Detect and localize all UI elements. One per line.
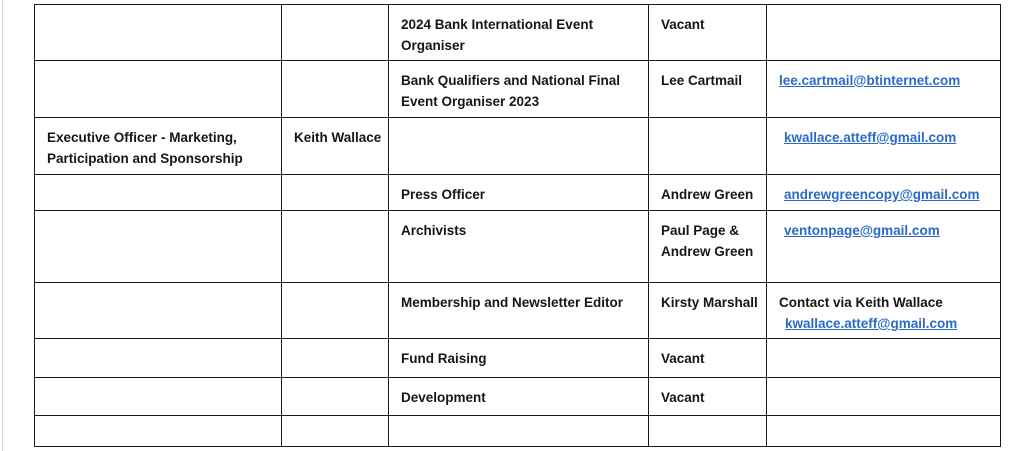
contact-cell bbox=[767, 175, 1001, 211]
person-cell: Vacant bbox=[649, 339, 767, 378]
officer-cell: Keith Wallace bbox=[282, 118, 389, 175]
role-cell bbox=[35, 416, 282, 447]
contact-cell bbox=[767, 416, 1001, 447]
officers-contact-table bbox=[34, 4, 1001, 447]
contact-cell bbox=[767, 211, 1001, 283]
officer-cell bbox=[282, 211, 389, 283]
duty-cell: Bank Qualifiers and National Final Event Organiser 2023 bbox=[389, 61, 649, 118]
table-row bbox=[35, 175, 1001, 211]
role-cell: Executive Officer - Marketing, Participation and Sponsorship bbox=[35, 118, 282, 175]
contact-cell bbox=[767, 378, 1001, 416]
duty-cell: Press Officer bbox=[389, 175, 649, 211]
person-cell bbox=[649, 118, 767, 175]
duty-cell: Archivists bbox=[389, 211, 649, 283]
contact-note: Contact via Keith Wallace bbox=[779, 295, 943, 310]
table-row bbox=[35, 5, 1001, 61]
person-cell: Vacant bbox=[649, 378, 767, 416]
duty-cell: Membership and Newsletter Editor bbox=[389, 283, 649, 339]
person-cell: Paul Page & Andrew Green bbox=[649, 211, 767, 283]
role-cell bbox=[35, 211, 282, 283]
table-row bbox=[35, 339, 1001, 378]
contact-cell bbox=[767, 283, 1001, 339]
table-row bbox=[35, 378, 1001, 416]
role-cell bbox=[35, 5, 282, 61]
role-cell bbox=[35, 339, 282, 378]
person-cell bbox=[649, 416, 767, 447]
table-row bbox=[35, 61, 1001, 118]
table-row bbox=[35, 118, 1001, 175]
duty-cell bbox=[389, 118, 649, 175]
contact-cell bbox=[767, 339, 1001, 378]
email-link[interactable]: andrewgreencopy@gmail.com bbox=[784, 187, 980, 202]
contact-cell bbox=[767, 61, 1001, 118]
duty-cell: 2024 Bank International Event Organiser bbox=[389, 5, 649, 61]
page-edge-line bbox=[2, 0, 3, 451]
table-row bbox=[35, 283, 1001, 339]
email-link[interactable]: ventonpage@gmail.com bbox=[784, 223, 940, 238]
person-cell: Lee Cartmail bbox=[649, 61, 767, 118]
table-row bbox=[35, 416, 1001, 447]
person-cell: Kirsty Marshall bbox=[649, 283, 767, 339]
duty-cell bbox=[389, 416, 649, 447]
officer-cell bbox=[282, 283, 389, 339]
officer-cell bbox=[282, 339, 389, 378]
person-cell: Vacant bbox=[649, 5, 767, 61]
email-link[interactable]: kwallace.atteff@gmail.com bbox=[784, 130, 957, 145]
officer-cell bbox=[282, 175, 389, 211]
email-link[interactable]: kwallace.atteff@gmail.com bbox=[785, 316, 958, 331]
officer-cell bbox=[282, 5, 389, 61]
role-cell bbox=[35, 61, 282, 118]
officer-cell bbox=[282, 61, 389, 118]
duty-cell: Development bbox=[389, 378, 649, 416]
contact-cell bbox=[767, 5, 1001, 61]
role-cell bbox=[35, 175, 282, 211]
contact-cell bbox=[767, 118, 1001, 175]
officer-cell bbox=[282, 416, 389, 447]
officer-cell bbox=[282, 378, 389, 416]
role-cell bbox=[35, 283, 282, 339]
person-cell: Andrew Green bbox=[649, 175, 767, 211]
duty-cell: Fund Raising bbox=[389, 339, 649, 378]
email-link[interactable]: lee.cartmail@btinternet.com bbox=[779, 73, 961, 88]
role-cell bbox=[35, 378, 282, 416]
table-row bbox=[35, 211, 1001, 283]
